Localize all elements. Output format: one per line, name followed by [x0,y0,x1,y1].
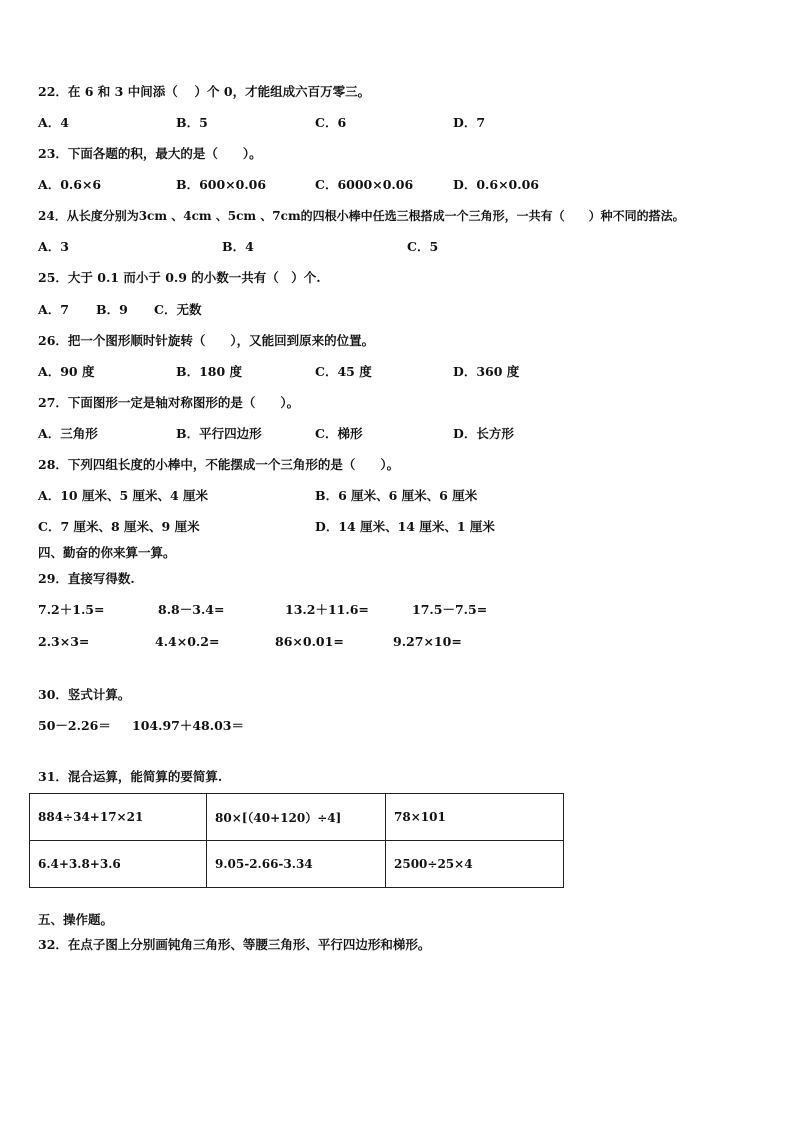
q29-item-5: 2.3×3= [38,634,90,649]
question-25: 25．大于 0.1 而小于 0.9 的小数一共有（ ）个. [38,270,321,285]
q29-item-3: 13.2＋11.6= [285,602,369,617]
q28-option-a: A．10 厘米、5 厘米、4 厘米 [38,488,209,503]
q29-item-7: 86×0.01= [275,634,344,649]
q23-option-a: A．0.6×6 [38,177,102,192]
q24-option-c: C．5 [407,239,439,254]
question-23: 23．下面各题的积，最大的是（ ）。 [38,146,262,161]
table-cell: 6.4+3.8+3.6 [30,841,207,888]
question-31: 31．混合运算，能简算的要简算. [38,769,223,784]
question-28: 28．下列四组长度的小棒中，不能摆成一个三角形的是（ ）。 [38,457,400,472]
question-29: 29．直接写得数. [38,571,135,586]
q26-option-a: A．90 度 [38,364,95,379]
q29-item-1: 7.2＋1.5= [38,602,105,617]
table-cell: 2500÷25×4 [386,841,564,888]
q27-option-c: C．梯形 [315,426,363,441]
q25-option-c: C．无数 [154,302,202,317]
table-cell: 80×[（40+120）÷4] [207,794,386,841]
q24-option-a: A．3 [38,239,69,254]
table-cell: 884÷34+17×21 [30,794,207,841]
mixed-operations-table [29,793,564,888]
q27-option-d: D．长方形 [453,426,514,441]
table-row [30,841,564,888]
question-22: 22．在 6 和 3 中间添（ ）个 0，才能组成六百万零三。 [38,84,371,99]
table-row [30,794,564,841]
q26-option-b: B．180 度 [176,364,243,379]
q22-option-b: B．5 [176,115,208,130]
q23-option-c: C．6000×0.06 [315,177,414,192]
q29-item-6: 4.4×0.2= [155,634,220,649]
q25-option-b: B．9 [96,302,128,317]
question-32: 32．在点子图上分别画钝角三角形、等腰三角形、平行四边形和梯形。 [38,937,431,952]
q22-option-d: D．7 [453,115,486,130]
q29-item-2: 8.8－3.4= [158,602,225,617]
q28-option-b: B．6 厘米、6 厘米、6 厘米 [315,488,478,503]
question-24: 24．从长度分别为3cm 、4cm 、5cm 、7cm的四根小棒中任选三根搭成一个三角形，一共有（ ）种不同的搭法。 [38,209,685,223]
q23-option-b: B．600×0.06 [176,177,267,192]
q28-option-c: C．7 厘米、8 厘米、9 厘米 [38,519,200,534]
q30-item-2: 104.97＋48.03＝ [132,718,244,733]
q28-option-d: D．14 厘米、14 厘米、1 厘米 [315,519,495,534]
question-26: 26．把一个图形顺时针旋转（ ），又能回到原来的位置。 [38,333,375,348]
q22-option-a: A．4 [38,115,69,130]
question-30: 30．竖式计算。 [38,687,131,702]
table-cell: 78×101 [386,794,564,841]
section-4-heading: 四、勤奋的你来算一算。 [38,545,176,560]
q27-option-b: B．平行四边形 [176,426,262,441]
q26-option-c: C．45 度 [315,364,372,379]
q29-item-4: 17.5－7.5= [412,602,488,617]
q26-option-d: D．360 度 [453,364,520,379]
q24-option-b: B．4 [222,239,254,254]
q27-option-a: A．三角形 [38,426,98,441]
q22-option-c: C．6 [315,115,347,130]
table-cell: 9.05-2.66-3.34 [207,841,386,888]
q25-option-a: A．7 [38,302,69,317]
section-5-heading: 五、操作题。 [38,912,114,927]
q29-item-8: 9.27×10= [393,634,462,649]
question-27: 27．下面图形一定是轴对称图形的是（ ）。 [38,395,300,410]
q23-option-d: D．0.6×0.06 [453,177,540,192]
q30-item-1: 50－2.26＝ [38,718,111,733]
